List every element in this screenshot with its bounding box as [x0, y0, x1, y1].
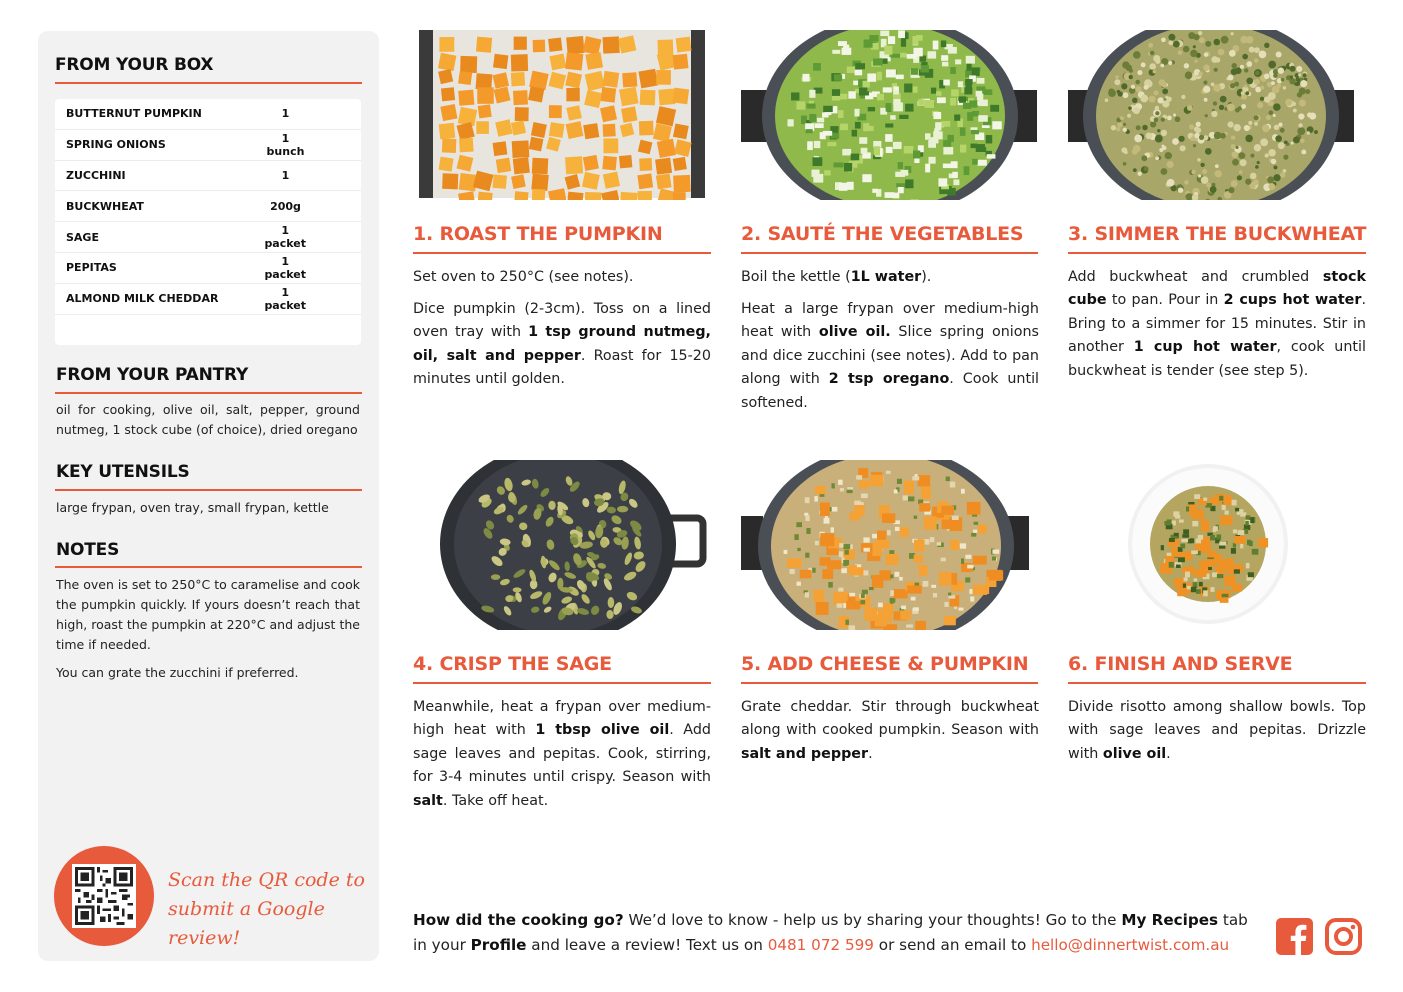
ingredient-qty: 1 bunch [266, 131, 305, 158]
ingredient-name: BUTTERNUT PUMPKIN [66, 107, 202, 121]
phone-link[interactable]: 0481 072 599 [767, 936, 874, 954]
my-recipes-link[interactable]: My Recipes [1121, 911, 1219, 929]
table-row [55, 191, 361, 222]
footer-question: How did the cooking go? [413, 911, 624, 929]
table-row [55, 253, 361, 284]
notes-heading: NOTES [56, 540, 120, 560]
step-2-title: 2. SAUTÉ THE VEGETABLES [741, 223, 1024, 245]
step-2-rule [741, 252, 1038, 254]
notes-text-2: You can grate the zucchini if preferred. [56, 665, 299, 680]
review-footer [413, 908, 1263, 958]
table-row [55, 130, 361, 161]
text-run: Set oven to 250°C (see notes). [413, 269, 634, 285]
ingredient-qty: 200g [270, 199, 301, 213]
qr-code-badge[interactable] [54, 846, 154, 946]
text-run: . [868, 745, 873, 762]
step-6-title: 6. FINISH AND SERVE [1068, 653, 1293, 675]
bold-text: 1 tbsp olive oil [535, 722, 670, 739]
step-paragraph [1068, 266, 1366, 383]
bold-text: 1 tsp ground nutmeg, oil, salt and pepper [413, 324, 711, 364]
step-paragraph [413, 266, 711, 289]
table-row [55, 284, 361, 315]
text-run: ). [921, 269, 932, 285]
qr-code-icon [72, 864, 136, 928]
step-5-title: 5. ADD CHEESE & PUMPKIN [741, 653, 1029, 675]
ingredient-name: SPRING ONIONS [66, 138, 166, 152]
step-paragraph [741, 266, 1039, 289]
step-3-title: 3. SIMMER THE BUCKWHEAT [1068, 223, 1367, 245]
step-paragraph [741, 298, 1039, 415]
text-run: . Take off heat. [442, 792, 549, 809]
from-your-box-heading: FROM YOUR BOX [55, 55, 214, 75]
step-5-photo [741, 460, 1039, 630]
step-1-rule [413, 252, 711, 254]
footer-text-3: and leave a review! Text us on [526, 936, 768, 954]
step-4-photo [413, 460, 711, 630]
ingredient-qty: 1 [281, 107, 290, 121]
heading-rule [55, 489, 362, 491]
pantry-text: oil for cooking, olive oil, salt, pepper, ground nutmeg, 1 stock cube (of choice), dried oregano [56, 402, 360, 437]
footer-text-2: tab in your [413, 911, 1248, 954]
ingredient-qty: 1 packet [264, 254, 306, 281]
text-run: Divide risotto among shallow bowls. Top with sage leaves and pepitas. Drizzle with [1068, 699, 1366, 762]
step-paragraph [413, 696, 711, 813]
footer-text-1: We’d love to know - help us by sharing your thoughts! Go to the [623, 911, 1122, 929]
text-run: Boil the kettle ( [741, 269, 851, 285]
step-6-photo [1068, 460, 1366, 630]
step-4-title: 4. CRISP THE SAGE [413, 653, 612, 675]
ingredient-qty: 1 packet [264, 224, 306, 251]
bold-text: 2 tsp oregano [828, 371, 950, 388]
sidebar-panel [38, 31, 379, 961]
bold-text: 1L water [850, 269, 922, 285]
step-2-photo [741, 30, 1039, 200]
text-run: Add buckwheat and crumbled [1068, 269, 1323, 285]
step-1-photo [413, 30, 711, 200]
step-6-rule [1068, 682, 1366, 684]
notes-text-1: The oven is set to 250°C to caramelise and cook the pumpkin quickly. If yours doesn’t reach that high, roast the pumpkin at 220°C and adjust the time if needed. [56, 577, 360, 652]
text-run: Grate cheddar. Stir through buckwheat along with cooked pumpkin. Season with [741, 699, 1039, 739]
email-link[interactable]: hello@dinnertwist.com.au [1031, 936, 1230, 954]
bold-text: salt [413, 792, 443, 809]
instagram-icon[interactable] [1325, 918, 1362, 955]
text-run: . [1166, 745, 1171, 762]
step-1-title: 1. ROAST THE PUMPKIN [413, 223, 663, 245]
bold-text: olive oil [1102, 745, 1167, 762]
bold-text: salt and pepper [741, 745, 869, 762]
ingredient-name: PEPITAS [66, 261, 117, 275]
table-row [55, 99, 361, 130]
table-row [55, 161, 361, 192]
qr-text-line-2: submit a Google review! [168, 898, 325, 949]
heading-rule [55, 566, 362, 568]
bold-text: 2 cups hot water [1223, 292, 1362, 309]
ingredient-name: ALMOND MILK CHEDDAR [66, 292, 219, 306]
ingredients-table [55, 99, 361, 345]
utensils-text: large frypan, oven tray, small frypan, kettle [56, 500, 329, 515]
text-run: . Cook until softened. [741, 371, 1040, 411]
step-paragraph [1068, 696, 1366, 766]
ingredient-name: ZUCCHINI [66, 168, 126, 182]
step-3-rule [1068, 252, 1366, 254]
ingredient-name: SAGE [66, 230, 99, 244]
step-paragraph [741, 696, 1039, 766]
step-5-rule [741, 682, 1038, 684]
facebook-icon[interactable] [1276, 918, 1313, 955]
step-4-body [413, 696, 711, 822]
text-run: . Bring to a simmer for 15 minutes. Stir in another [1068, 292, 1366, 356]
qr-text-line-1: Scan the QR code to [168, 869, 365, 891]
footer-text-4: or send an email to [873, 936, 1032, 954]
qr-call-to-action [168, 866, 368, 953]
ingredient-qty: 1 packet [264, 285, 306, 312]
bold-text: 1 cup hot water [1133, 339, 1277, 356]
text-run: Dice pumpkin (2-3cm). Toss on a lined oven tray with [413, 300, 711, 341]
heading-rule [55, 392, 362, 394]
step-1-body [413, 266, 711, 400]
heading-rule [55, 82, 362, 84]
step-2-body [741, 266, 1039, 423]
bold-text: olive oil. [818, 324, 891, 341]
ingredient-qty: 1 [281, 168, 290, 182]
text-run: Slice spring onions and dice zucchini (see notes). Add to pan along with [741, 324, 1039, 388]
step-paragraph [413, 298, 711, 392]
table-row [55, 222, 361, 253]
text-run: . Roast for 15-20 minutes until golden. [413, 347, 711, 388]
text-run: , cook until buckwheat is tender (see step 5). [1068, 339, 1366, 379]
bold-text: stock cube [1068, 269, 1366, 309]
step-5-body [741, 696, 1039, 775]
text-run: to pan. Pour in [1106, 292, 1224, 309]
step-4-rule [413, 682, 711, 684]
table-row-empty [55, 315, 361, 345]
key-utensils-heading: KEY UTENSILS [56, 462, 190, 482]
text-run: . Add sage leaves and pepitas. Cook, stirring, for 3-4 minutes until crispy. Season with [413, 722, 711, 786]
step-6-body [1068, 696, 1366, 775]
step-3-photo [1068, 30, 1366, 200]
step-3-body [1068, 266, 1366, 392]
profile-link[interactable]: Profile [470, 936, 527, 954]
text-run: Heat a large frypan over medium-high heat with [741, 300, 1039, 341]
text-run: Meanwhile, heat a frypan over medium-high heat with [413, 699, 711, 739]
from-your-pantry-heading: FROM YOUR PANTRY [56, 365, 249, 385]
ingredient-name: BUCKWHEAT [66, 199, 144, 213]
